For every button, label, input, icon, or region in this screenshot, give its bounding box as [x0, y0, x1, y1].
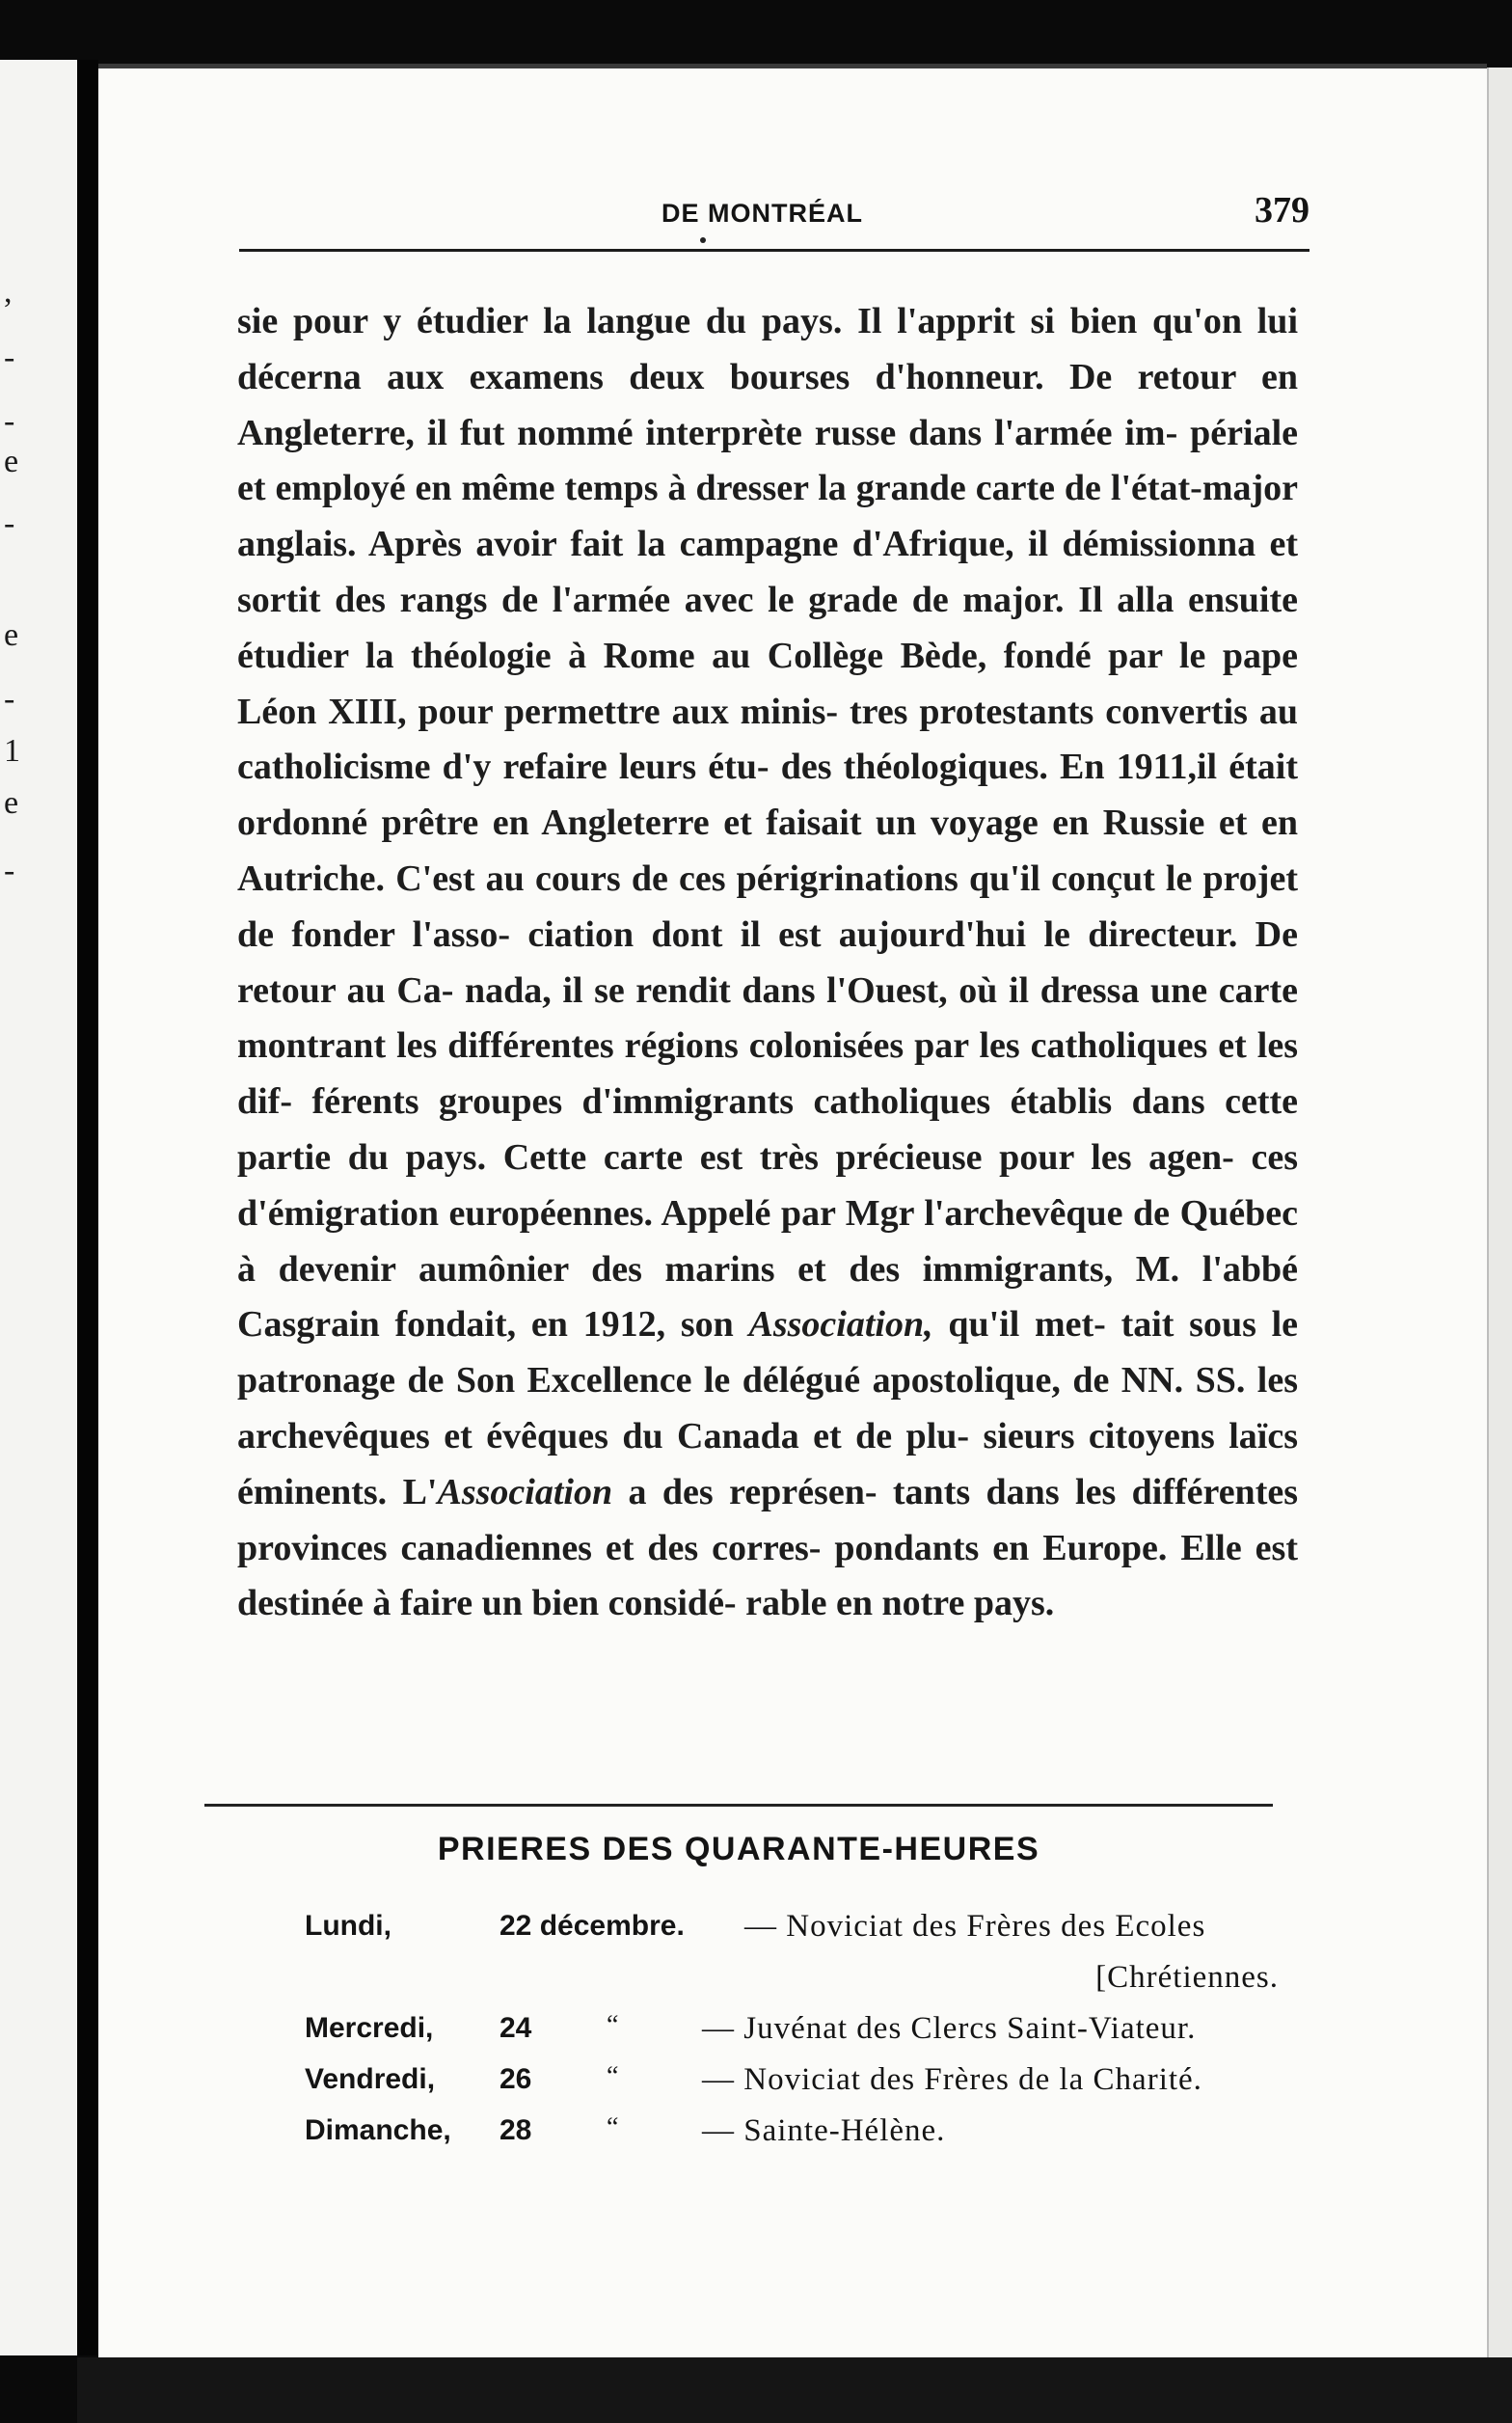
prayer-schedule — [305, 1910, 1279, 2165]
body-line: en Angleterre, il fut nommé interprète russe dans l'armée im- — [237, 356, 1298, 453]
body-line: rable en notre pays. — [745, 1583, 1055, 1624]
margin-fragment: - — [4, 403, 15, 439]
body-line: a des représen- — [612, 1471, 878, 1512]
schedule-place: [Chrétiennes. — [1095, 1960, 1279, 1995]
adjacent-page-edge — [0, 60, 77, 2355]
schedule-day: Dimanche, — [305, 2114, 451, 2146]
margin-fragment: e — [4, 444, 19, 479]
body-line: tants dans les différentes provinces canadiennes et des corres- — [237, 1471, 1299, 1568]
margin-fragment: - — [4, 505, 15, 541]
schedule-place: — Noviciat des Frères des Ecoles — [744, 1909, 1206, 1944]
body-line: Bède, fondé par le pape Léon XIII, pour permettre aux minis- — [237, 635, 1299, 732]
body-line: périale et employé en même temps à dresser la grande carte de — [237, 412, 1298, 509]
body-line: lui décerna aux examens deux bourses d'honneur. De retour — [237, 301, 1298, 397]
margin-fragment: - — [4, 340, 15, 375]
body-line: qu'il met- — [932, 1304, 1106, 1346]
ditto-mark: “ — [607, 2010, 619, 2040]
body-line: ciation dont il est aujourd'hui le directeur. De retour au Ca- — [237, 913, 1298, 1011]
margin-fragment: 1 — [4, 733, 20, 769]
body-line: les différentes régions colonisées par les catholiques et les dif- — [237, 1025, 1299, 1123]
body-line: il démissionna et sortit des rangs de l'armée avec le grade de — [237, 524, 1299, 620]
body-line: major. Il alla ensuite étudier la théologie à Rome au Collège — [237, 579, 1298, 676]
schedule-date: 22 décembre. — [500, 1910, 685, 1942]
ditto-mark: “ — [607, 2061, 619, 2091]
body-line: nada, il se rendit dans l'Ouest, où il dressa une carte montrant — [237, 969, 1299, 1067]
italic-title: Association, — [748, 1304, 933, 1346]
schedule-row-continuation — [305, 1961, 1279, 2012]
body-line: férents groupes d'immigrants catholiques établis dans cette — [311, 1081, 1299, 1123]
body-line: de NN. SS. les archevêques et évêques du Canada et de plu- — [237, 1360, 1298, 1457]
body-line: tres protestants convertis au catholicisme d'y refaire leurs étu- — [237, 691, 1299, 788]
schedule-place: — Sainte-Hélène. — [702, 2113, 946, 2148]
ditto-mark: “ — [607, 2112, 619, 2142]
body-line: l'état-major anglais. Après avoir fait la campagne d'Afrique, — [237, 468, 1299, 565]
schedule-row — [305, 2063, 1279, 2114]
schedule-date: 28 — [500, 2114, 532, 2146]
header-ornament-dot — [700, 237, 706, 243]
book-spine-shadow — [77, 60, 98, 2355]
header-rule — [239, 249, 1310, 252]
body-line: sie pour y étudier la langue du pays. Il l'apprit si bien qu'on — [237, 301, 1242, 341]
body-line: pondants en Europe. Elle est destinée à faire un bien considé- — [237, 1527, 1298, 1624]
schedule-date: 26 — [500, 2063, 532, 2095]
margin-fragment: e — [4, 617, 19, 653]
body-line: de Québec à devenir aumônier des marins et des immigrants, — [237, 1192, 1298, 1290]
section-title: PRIERES DES QUARANTE-HEURES — [437, 1831, 1040, 1867]
schedule-place: — Juvénat des Clercs Saint-Viateur. — [702, 2011, 1197, 2046]
margin-fragment: , — [4, 274, 13, 310]
schedule-day: Vendredi, — [305, 2063, 436, 2095]
body-paragraph — [237, 294, 1298, 1632]
italic-title: Association — [437, 1471, 613, 1512]
page-bottom-edge — [77, 2357, 1512, 2423]
schedule-day: Lundi, — [305, 1910, 392, 1942]
body-line: partie du pays. Cette carte est très précieuse pour les agen- — [237, 1136, 1234, 1178]
margin-fragment: - — [4, 681, 15, 717]
page-top-edge — [98, 64, 1487, 68]
schedule-row — [305, 1910, 1279, 1961]
page-number: 379 — [1255, 190, 1310, 231]
page-right-edge — [1487, 68, 1512, 2423]
running-header — [239, 187, 1310, 235]
schedule-place: — Noviciat des Frères de la Charité. — [702, 2062, 1202, 2097]
schedule-row — [305, 2114, 1279, 2165]
schedule-date: 24 — [500, 2012, 532, 2044]
margin-fragment: e — [4, 785, 19, 821]
margin-fragment: - — [4, 853, 15, 888]
body-line: M. l'abbé Casgrain fondait, en 1912, son — [237, 1248, 1299, 1346]
schedule-row — [305, 2012, 1279, 2063]
schedule-day: Mercredi, — [305, 2012, 434, 2044]
body-line: et faisait un voyage en Russie et en Autriche. C'est au cours — [237, 803, 1298, 899]
body-line: ces d'émigration européennes. Appelé par Mgr l'archevêque — [237, 1136, 1298, 1234]
body-line: tait sous le patronage de Son Excellence le délégué apostolique, — [237, 1304, 1299, 1402]
running-title: DE MONTRÉAL — [662, 199, 863, 228]
body-line: des théologiques. En 1911,il était ordonné prêtre en Angleterre — [237, 747, 1298, 844]
body-line: de ces périgrinations qu'il conçut le projet de fonder l'asso- — [237, 858, 1298, 955]
section-divider — [204, 1804, 1273, 1807]
body-line: sieurs citoyens laïcs éminents. L' — [237, 1415, 1298, 1512]
